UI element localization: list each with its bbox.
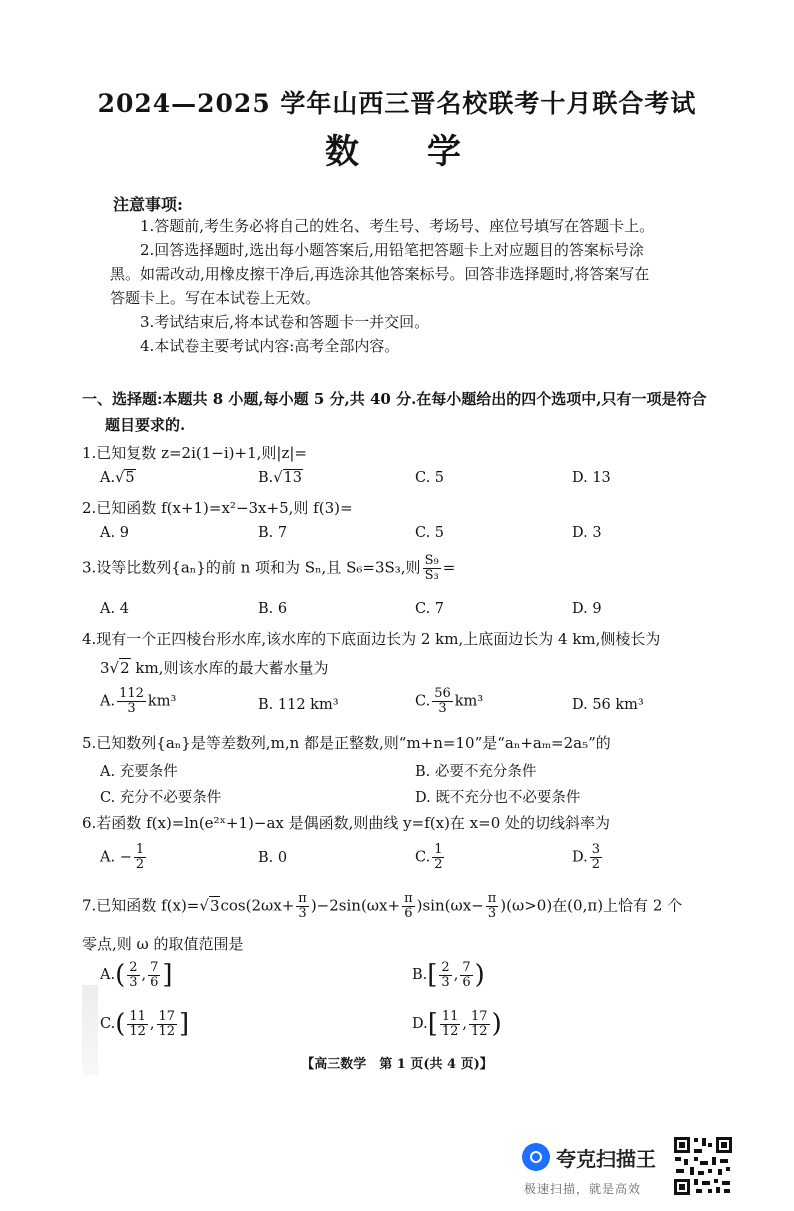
denominator: 6 (150, 974, 159, 990)
numerator: 56 (434, 686, 451, 701)
numerator: 11 (129, 1008, 146, 1024)
bracket: ] (179, 1009, 190, 1039)
fraction (127, 961, 139, 990)
watermark-tagline: 极速扫描，就是高效 (524, 1182, 642, 1196)
notice-item: 答题卡上。写在本试卷上无效。 (110, 289, 321, 307)
bracket: ] (162, 960, 173, 990)
numerator: 17 (158, 1008, 176, 1024)
option-label: C. (415, 849, 431, 866)
denominator: S₃ (424, 568, 439, 583)
bracket: ) (474, 960, 485, 990)
q6-option-c (415, 843, 446, 872)
denominator: 12 (441, 1023, 459, 1039)
q7-option-a: A.( $\frac{2}{3}$ , $\frac{7}{6}$ ] (100, 959, 173, 990)
denominator: 3 (127, 701, 136, 716)
notice-item: 4.本试卷主要考试内容:高考全部内容。 (140, 337, 400, 355)
fraction (402, 892, 415, 921)
q3-option-d: D. 9 (572, 601, 602, 617)
q1-option-c: C. 5 (415, 470, 445, 486)
fraction (296, 892, 309, 921)
subject-title: 数学 (325, 132, 529, 172)
notice-heading: 注意事项: (113, 195, 183, 214)
exam-title: 2024—2025 学年山西三晋名校联考十月联合考试 (97, 89, 697, 118)
question-1-stem: 1.已知复数 z=2i(1−i)+1,则|z|= (82, 444, 307, 462)
question-5-stem: 5.已知数列{aₙ}是等差数列,m,n 都是正整数,则“m+n=10”是“aₙ+aₘ=2a₅”的 (82, 734, 611, 752)
option-label: A. − (100, 849, 132, 866)
unit: km³ (454, 693, 484, 710)
q6-option-d (572, 843, 604, 872)
question-2-stem: 2.已知函数 f(x+1)=x²−3x+5,则 f(3)= (82, 499, 353, 517)
numerator: 17 (471, 1008, 488, 1024)
numerator: 7 (462, 959, 471, 975)
denominator: 2 (434, 857, 443, 872)
option-label: B. (412, 967, 428, 983)
bracket: ) (491, 1009, 502, 1039)
q1-option-d: D. 13 (572, 470, 611, 486)
bracket: ( (115, 960, 126, 990)
fraction (460, 961, 472, 990)
fraction (486, 892, 499, 921)
stem-text: cos(2ωx+ (220, 896, 295, 915)
numerator: S₉ (424, 553, 439, 568)
q7-option-b: B.[ $\frac{2}{3}$ , $\frac{7}{6}$ ) (412, 959, 485, 990)
question-6-stem: 6.若函数 f(x)=ln(e²ˣ+1)−ax 是偶函数,则曲线 y=f(x)在 x=0 处的切线斜率为 (82, 814, 611, 832)
section-heading-line: 一、选择题:本题共 8 小题,每小题 5 分,共 40 分.在每小题给出的四个选项中,只有一项是符合 (82, 390, 707, 408)
q4-option-a (100, 687, 176, 716)
fraction (590, 843, 602, 872)
option-label: B. (258, 470, 274, 486)
q2-option-d: D. 3 (572, 525, 602, 541)
denominator: 3 (298, 906, 307, 921)
fraction (148, 961, 160, 990)
numerator: 1 (135, 842, 145, 857)
q1-option-a: A.√5 (100, 470, 135, 486)
numerator: π (298, 891, 307, 906)
radicand: 5 (125, 470, 135, 486)
stem-text: )−2sin(ωx+ (310, 896, 401, 915)
numerator: 7 (150, 959, 159, 975)
q4-option-d: D. 56 km³ (572, 697, 644, 713)
stem-text: )sin(ωx− (416, 896, 484, 915)
denominator: 12 (158, 1023, 176, 1039)
fraction (432, 843, 444, 872)
denominator: 3 (129, 974, 138, 990)
q5-option-b: B. 必要不充分条件 (415, 764, 537, 780)
fraction (423, 554, 441, 583)
option-label: A. (100, 470, 116, 486)
option-label: D. (572, 849, 588, 866)
fraction (440, 1010, 461, 1039)
radicand: 3 (209, 896, 220, 915)
q7-option-c: C.( $\frac{11}{12}$ , $\frac{17}{12}$ ] (100, 1008, 190, 1039)
numerator: π (404, 891, 413, 906)
unit: km³ (147, 693, 177, 710)
q4-option-c (415, 687, 483, 716)
denominator: 3 (441, 974, 450, 990)
bracket: [ (427, 960, 438, 990)
q4-option-b: B. 112 km³ (258, 697, 339, 713)
stem-text: 7.已知函数 f(x)= (82, 896, 200, 915)
q1-option-b: B.√13 (258, 470, 302, 486)
option-label: A. (100, 967, 116, 983)
option-label: C. (100, 1016, 116, 1032)
q5-option-d: D. 既不充分也不必要条件 (415, 790, 581, 806)
coefficient: 3 (100, 659, 110, 677)
q6-option-b: B. 0 (258, 850, 288, 866)
q5-option-c: C. 充分不必要条件 (100, 790, 222, 806)
numerator: 2 (441, 959, 450, 975)
page-footer: 【高三数学 第 1 页(共 4 页)】 (301, 1057, 493, 1072)
question-7-stem: 7.已知函数 f(x)=√3cos(2ωx+ $\frac{\pi}{3}$ )−2sin(ωx+ $\frac{\pi}{6}$ )sin(ωx− $\frac{\pi}{3}$ )(ω>0)在(0,π)上恰有 2 个 (82, 891, 683, 921)
stem-text: )(ω>0)在(0,π)上恰有 2 个 (500, 896, 683, 915)
q5-option-a: A. 充要条件 (100, 764, 178, 780)
question-4-line1: 4.现有一个正四棱台形水库,该水库的下底面边长为 2 km,上底面边长为 4 km,侧棱长为 (82, 630, 661, 648)
question-7-line2: 零点,则 ω 的取值范围是 (82, 935, 244, 953)
denominator: 6 (462, 974, 471, 990)
option-label: D. (412, 1016, 428, 1032)
notice-item: 黑。如需改动,用橡皮擦干净后,再选涂其他答案标号。回答非选择题时,将答案写在 (110, 265, 650, 283)
notice-item: 1.答题前,考生务必将自己的姓名、考生号、考场号、座位号填写在答题卡上。 (140, 217, 655, 235)
q2-option-b: B. 7 (258, 525, 288, 541)
numerator: π (487, 891, 497, 906)
stem-text: = (442, 558, 456, 577)
notice-item: 2.回答选择题时,选出每小题答案后,用铅笔把答题卡上对应题目的答案标号涂 (140, 241, 644, 259)
bracket: [ (427, 1009, 438, 1039)
bracket: ( (115, 1009, 126, 1039)
option-label: A. (100, 693, 116, 710)
q3-option-b: B. 6 (258, 601, 288, 617)
denominator: 2 (591, 857, 600, 872)
fraction (127, 1010, 148, 1039)
radicand: 2 (120, 659, 130, 677)
numerator: 2 (129, 959, 138, 975)
question-3-stem (82, 554, 455, 583)
q3-option-a: A. 4 (100, 601, 129, 617)
fraction (157, 1010, 178, 1039)
q3-option-c: C. 7 (415, 601, 445, 617)
denominator: 6 (404, 906, 413, 921)
option-label: C. (415, 693, 431, 710)
q6-option-a (100, 843, 148, 872)
denominator: 12 (471, 1023, 488, 1039)
section-heading-line: 题目要求的. (105, 416, 186, 434)
stem-text: 3.设等比数列{aₙ}的前 n 项和为 Sₙ,且 S₆=3S₃,则 (82, 558, 421, 577)
notice-item: 3.考试结束后,将本试卷和答题卡一并交回。 (140, 313, 430, 331)
fraction (439, 961, 451, 990)
numerator: 1 (434, 842, 443, 857)
numerator: 112 (119, 686, 144, 701)
denominator: 12 (129, 1023, 146, 1039)
section-heading (82, 386, 722, 438)
q2-option-c: C. 5 (415, 525, 445, 541)
q2-option-a: A. 9 (100, 525, 129, 541)
denominator: 3 (487, 906, 497, 921)
fraction (134, 843, 146, 872)
quark-logo-icon (522, 1143, 550, 1171)
fraction (432, 687, 453, 716)
radicand: 13 (283, 470, 302, 486)
fraction (469, 1010, 490, 1039)
denominator: 2 (135, 857, 145, 872)
watermark-name: 夸克扫描王 (556, 1147, 656, 1171)
qr-code-icon (672, 1135, 734, 1197)
stem-text: km,则该水库的最大蓄水量为 (130, 659, 329, 677)
denominator: 3 (438, 701, 447, 716)
question-4-line2: 3√2 km,则该水库的最大蓄水量为 (100, 659, 329, 677)
q7-option-d: D.[ $\frac{11}{12}$ , $\frac{17}{12}$ ) (412, 1008, 502, 1039)
numerator: 11 (441, 1008, 459, 1024)
fraction (117, 687, 146, 716)
numerator: 3 (591, 842, 600, 857)
